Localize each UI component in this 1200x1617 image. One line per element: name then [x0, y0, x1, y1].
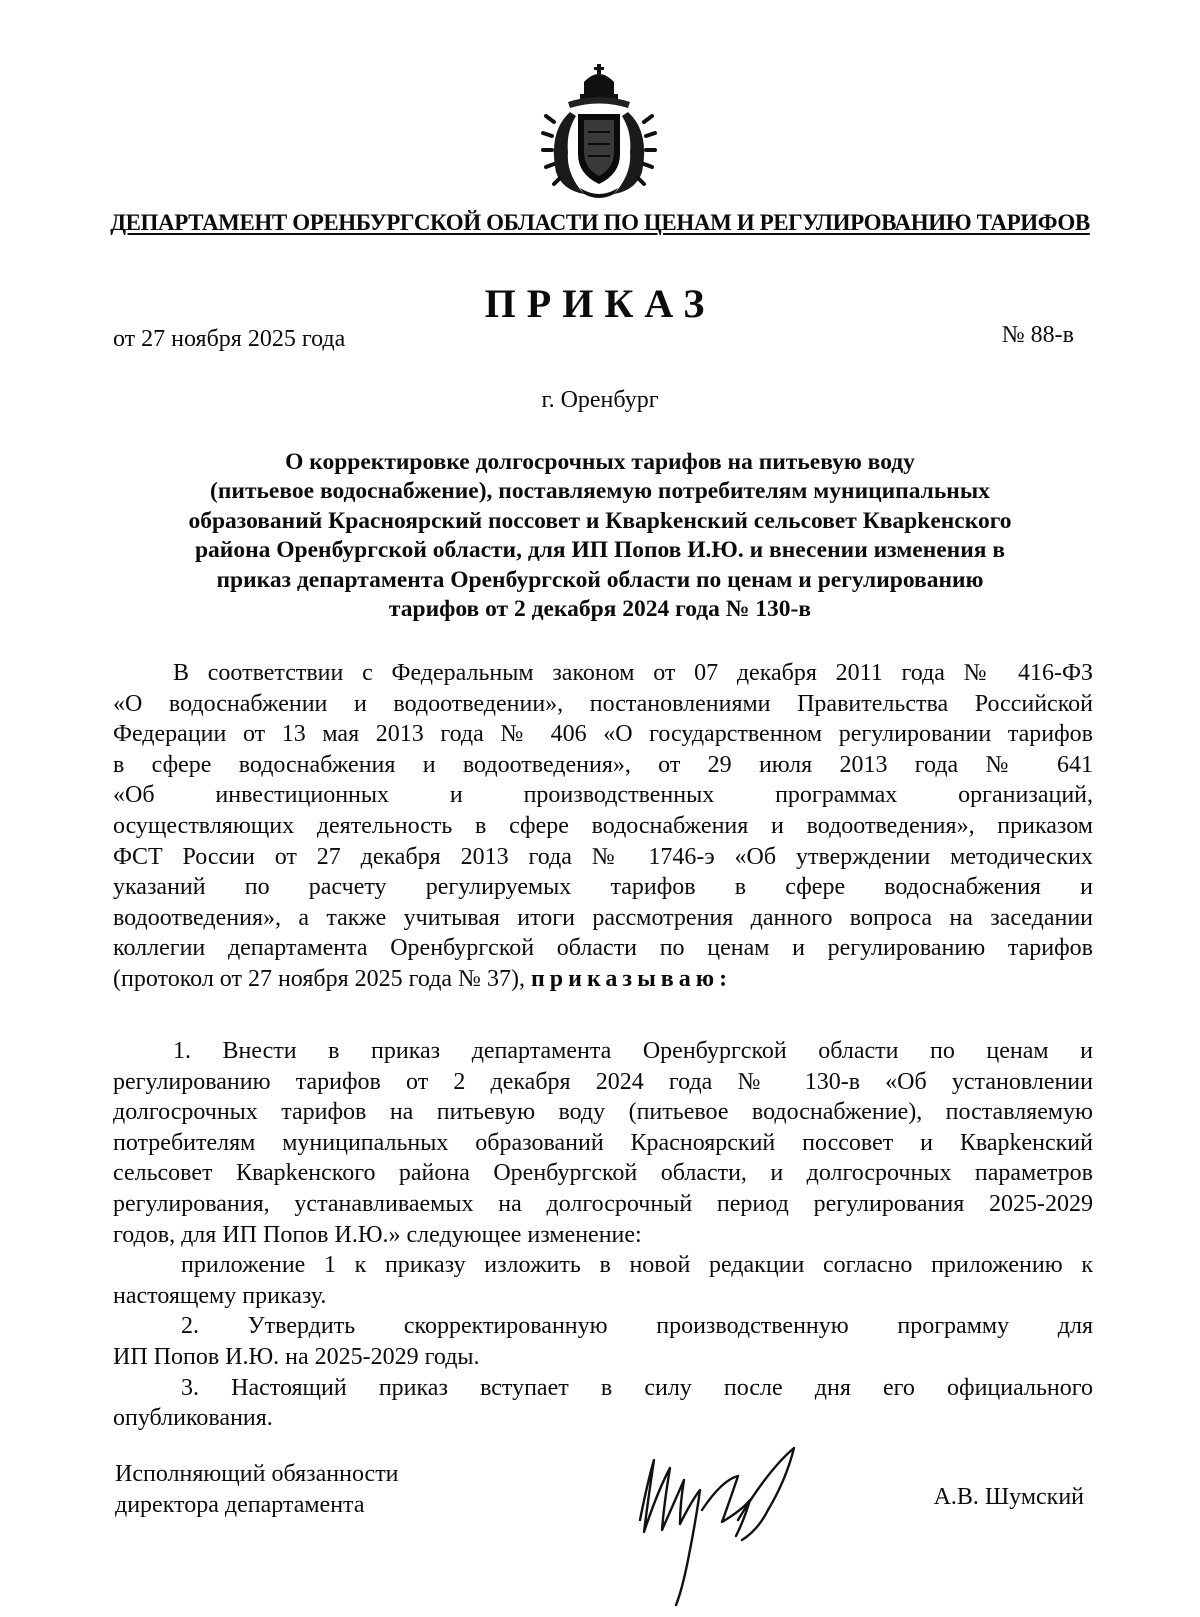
text-line: 1. Внести в приказ департамента Оренбургской области по ценам и: [173, 1038, 1093, 1064]
signatory-name: А.В. Шумский: [933, 1484, 1084, 1510]
signatory-role: [115, 1459, 399, 1520]
item-1-paragraph: [113, 1036, 1093, 1434]
text-line-last: [113, 964, 1093, 995]
text-line: Федерации от 13 мая 2013 года № 406 «О государственном регулировании тарифов: [113, 721, 1093, 748]
protocol-reference: (протокол от 27 ноября 2025 года № 37),: [113, 965, 525, 992]
handwritten-signature: [618, 1440, 808, 1610]
text-line: ФСТ России от 27 декабря 2013 года № 1746-э «Об утверждении методических: [113, 843, 1093, 870]
text-line: 2. Утвердить скорректированную производственную программу для: [181, 1313, 1093, 1340]
text-line: приложение 1 к приказу изложить в новой редакции согласно приложению к: [181, 1252, 1093, 1279]
signatory-role-line: директора департамента: [115, 1491, 365, 1518]
text-line: сельсовет Кварkенского района Оренбургской области, и долгосрочных параметров: [113, 1160, 1093, 1187]
text-line: регулирования, устанавливаемых на долгосрочный период регулирования 2025-2029: [113, 1190, 1093, 1217]
text-line: ИП Попов И.Ю. на 2025-2029 годы.: [113, 1343, 480, 1370]
text-line: регулированию тарифов от 2 декабря 2024 года № 130-в «Об установлении: [113, 1068, 1093, 1095]
text-line: 3. Настоящий приказ вступает в силу после дня его официального: [181, 1374, 1093, 1401]
text-line: «Об инвестиционных и производственных программах организаций,: [113, 782, 1093, 809]
text-line: настоящему приказу.: [113, 1282, 327, 1309]
text-line: потребителям муниципальных образований Красноярский поссовет и Кварkенский: [113, 1129, 1093, 1156]
text-line: водоотведения», а также учитывая итоги рассмотрения данного вопроса на заседании: [113, 904, 1093, 931]
order-keyword: приказываю:: [530, 965, 733, 992]
text-line: годов, для ИП Попов И.Ю.» следующее изменение:: [113, 1221, 642, 1248]
text-line: долгосрочных тарифов на питьевую воду (питьевое водоснабжение), поставляемую: [113, 1099, 1093, 1126]
title-line: приказ департамента Оренбургской области по ценам и регулированию: [216, 566, 984, 593]
text-line: В соответствии с Федеральным законом от 07 декабря 2011 года № 416-ФЗ: [173, 660, 1093, 686]
text-line: в сфере водоснабжения и водоотведения», от 29 июля 2013 года № 641: [113, 751, 1093, 778]
text-line: коллегии департамента Оренбургской области по ценам и регулированию тарифов: [113, 935, 1093, 962]
document-type-title: ПРИКАЗ: [484, 281, 716, 326]
city-line: г. Оренбург: [541, 387, 659, 413]
text-line: опубликования.: [113, 1405, 273, 1432]
signatory-role-line: Исполняющий обязанности: [115, 1461, 399, 1487]
department-header: ДЕПАРТАМЕНТ ОРЕНБУРГСКОЙ ОБЛАСТИ ПО ЦЕНАМ И РЕГУЛИРОВАНИЮ ТАРИФОВ: [110, 210, 1090, 235]
title-line: (питьевое водоснабжение), поставляемую потребителям муниципальных: [210, 478, 990, 505]
text-line: осуществляющих деятельность в сфере водоснабжения и водоотведения», приказом: [113, 812, 1093, 839]
order-title: [118, 448, 1082, 624]
title-line: образований Красноярский поссовет и Кварkенский сельсовет Кварkенского: [188, 507, 1012, 534]
text-line: «О водоснабжении и водоотведении», постановлениями Правительства Российской: [113, 690, 1093, 717]
preamble-paragraph: [113, 658, 1093, 995]
title-line: района Оренбургской области, для ИП Попов И.Ю. и внесении изменения в: [194, 537, 1006, 564]
text-line: указаний по расчету регулируемых тарифов в сфере водоснабжения и: [113, 874, 1093, 901]
order-number: № 88-в: [1001, 322, 1074, 348]
order-date: от 27 ноября 2025 года: [113, 326, 346, 352]
title-line: тарифов от 2 декабря 2024 года № 130-в: [388, 596, 812, 623]
coat-of-arms-emblem: [540, 62, 658, 200]
title-line: О корректировке долгосрочных тарифов на питьевую воду: [285, 449, 915, 475]
